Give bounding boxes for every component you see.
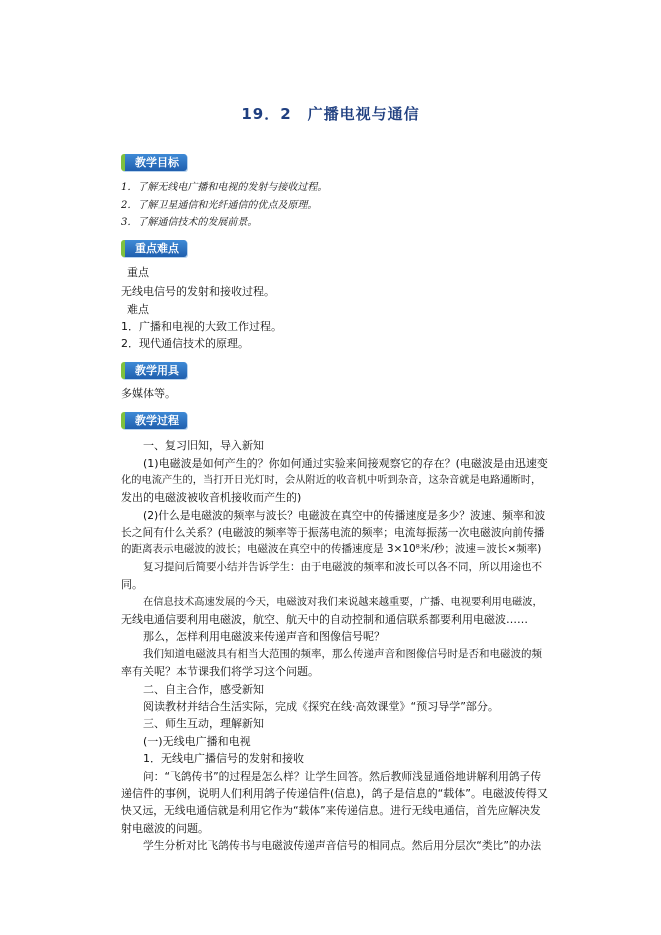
objective-item-2: 2．了解卫星通信和光纤通信的优点及原理。 [121,200,318,211]
process-line: 快又远，无线电通信就是利用它作为“载体”来传递信息。进行无线电通信，首先应解决发 [121,804,541,817]
process-line: 的距离表示电磁波的波长；电磁波在真空中的传播速度是 3×10⁸米/秒；波速＝波长×频率) [121,543,542,555]
process-line: (2)什么是电磁波的频率与波长？电磁波在真空中的传播速度是多少？波速、频率和波 [143,509,546,522]
process-line: 学生分析对比飞鸽传书与电磁波传递声音信号的相同点。然后用分层次“类比”的办法 [143,839,542,852]
process-line: 同。 [121,578,143,591]
hard-item-2: 2．现代通信技术的原理。 [121,337,249,350]
process-line: (一)无线电广播和电视 [143,735,251,748]
process-line: 递信件的事例，说明人们利用鸽子传递信件(信息)，鸽子是信息的“载体”。电磁波传得又 [121,787,548,800]
process-line: 化的电流产生的，当打开日光灯时，会从附近的收音机中听到杂音，这杂音就是电路通断时， [121,474,542,486]
process-line: 无线电通信要利用电磁波，航空、航天中的自动控制和通信联系都要利用电磁波…… [121,613,528,626]
process-line: 三、师生互动，理解新知 [143,717,264,730]
process-line: 一、复习旧知，导入新知 [143,439,264,452]
process-line: 1．无线电广播信号的发射和接收 [143,752,304,765]
section-badge-tools: 教学用具 [121,362,187,379]
process-line: 二、自主合作，感受新知 [143,683,264,696]
process-line: 在信息技术高速发展的今天，电磁波对我们来说越来越重要，广播、电视要利用电磁波， [143,596,543,608]
process-line: 长之间有什么关系？(电磁波的频率等于振荡电流的频率；电流每振荡一次电磁波向前传播 [121,526,545,539]
objective-item-1: 1．了解无线电广播和电视的发射与接收过程。 [121,182,328,193]
hard-label: 难点 [127,303,149,316]
process-line: 那么，怎样利用电磁波来传递声音和图像信号呢？ [143,630,385,643]
key-label: 重点 [127,266,149,279]
tools-text: 多媒体等。 [121,387,176,400]
process-line: (1)电磁波是如何产生的？你如何通过实验来间接观察它的存在？(电磁波是由迅速变 [143,457,548,470]
process-line: 发出的电磁波被收音机接收而产生的) [121,491,302,504]
process-line: 复习提问后简要小结并告诉学生：由于电磁波的频率和波长可以各不同，所以用途也不 [143,561,542,573]
section-badge-key-points: 重点难点 [121,240,187,257]
page-title: 19．2 广播电视与通信 [241,105,420,123]
objective-item-3: 3．了解通信技术的发展前景。 [121,217,258,228]
section-badge-process: 教学过程 [121,412,187,429]
process-line: 我们知道电磁波具有相当大范围的频率，那么传递声音和图像信号时是否和电磁波的频 [143,648,542,660]
key-text: 无线电信号的发射和接收过程。 [121,285,275,298]
process-line: 阅读教材并结合生活实际，完成《探究在线·高效课堂》“预习导学”部分。 [143,700,499,713]
process-line: 率有关呢？本节课我们将学习这个问题。 [121,665,319,678]
hard-item-1: 1．广播和电视的大致工作过程。 [121,320,282,333]
section-badge-objectives: 教学目标 [121,154,187,171]
process-line: 问：“飞鸽传书”的过程是怎么样？让学生回答。然后教师浅显通俗地讲解利用鸽子传 [143,770,542,783]
process-line: 射电磁波的问题。 [121,822,209,835]
